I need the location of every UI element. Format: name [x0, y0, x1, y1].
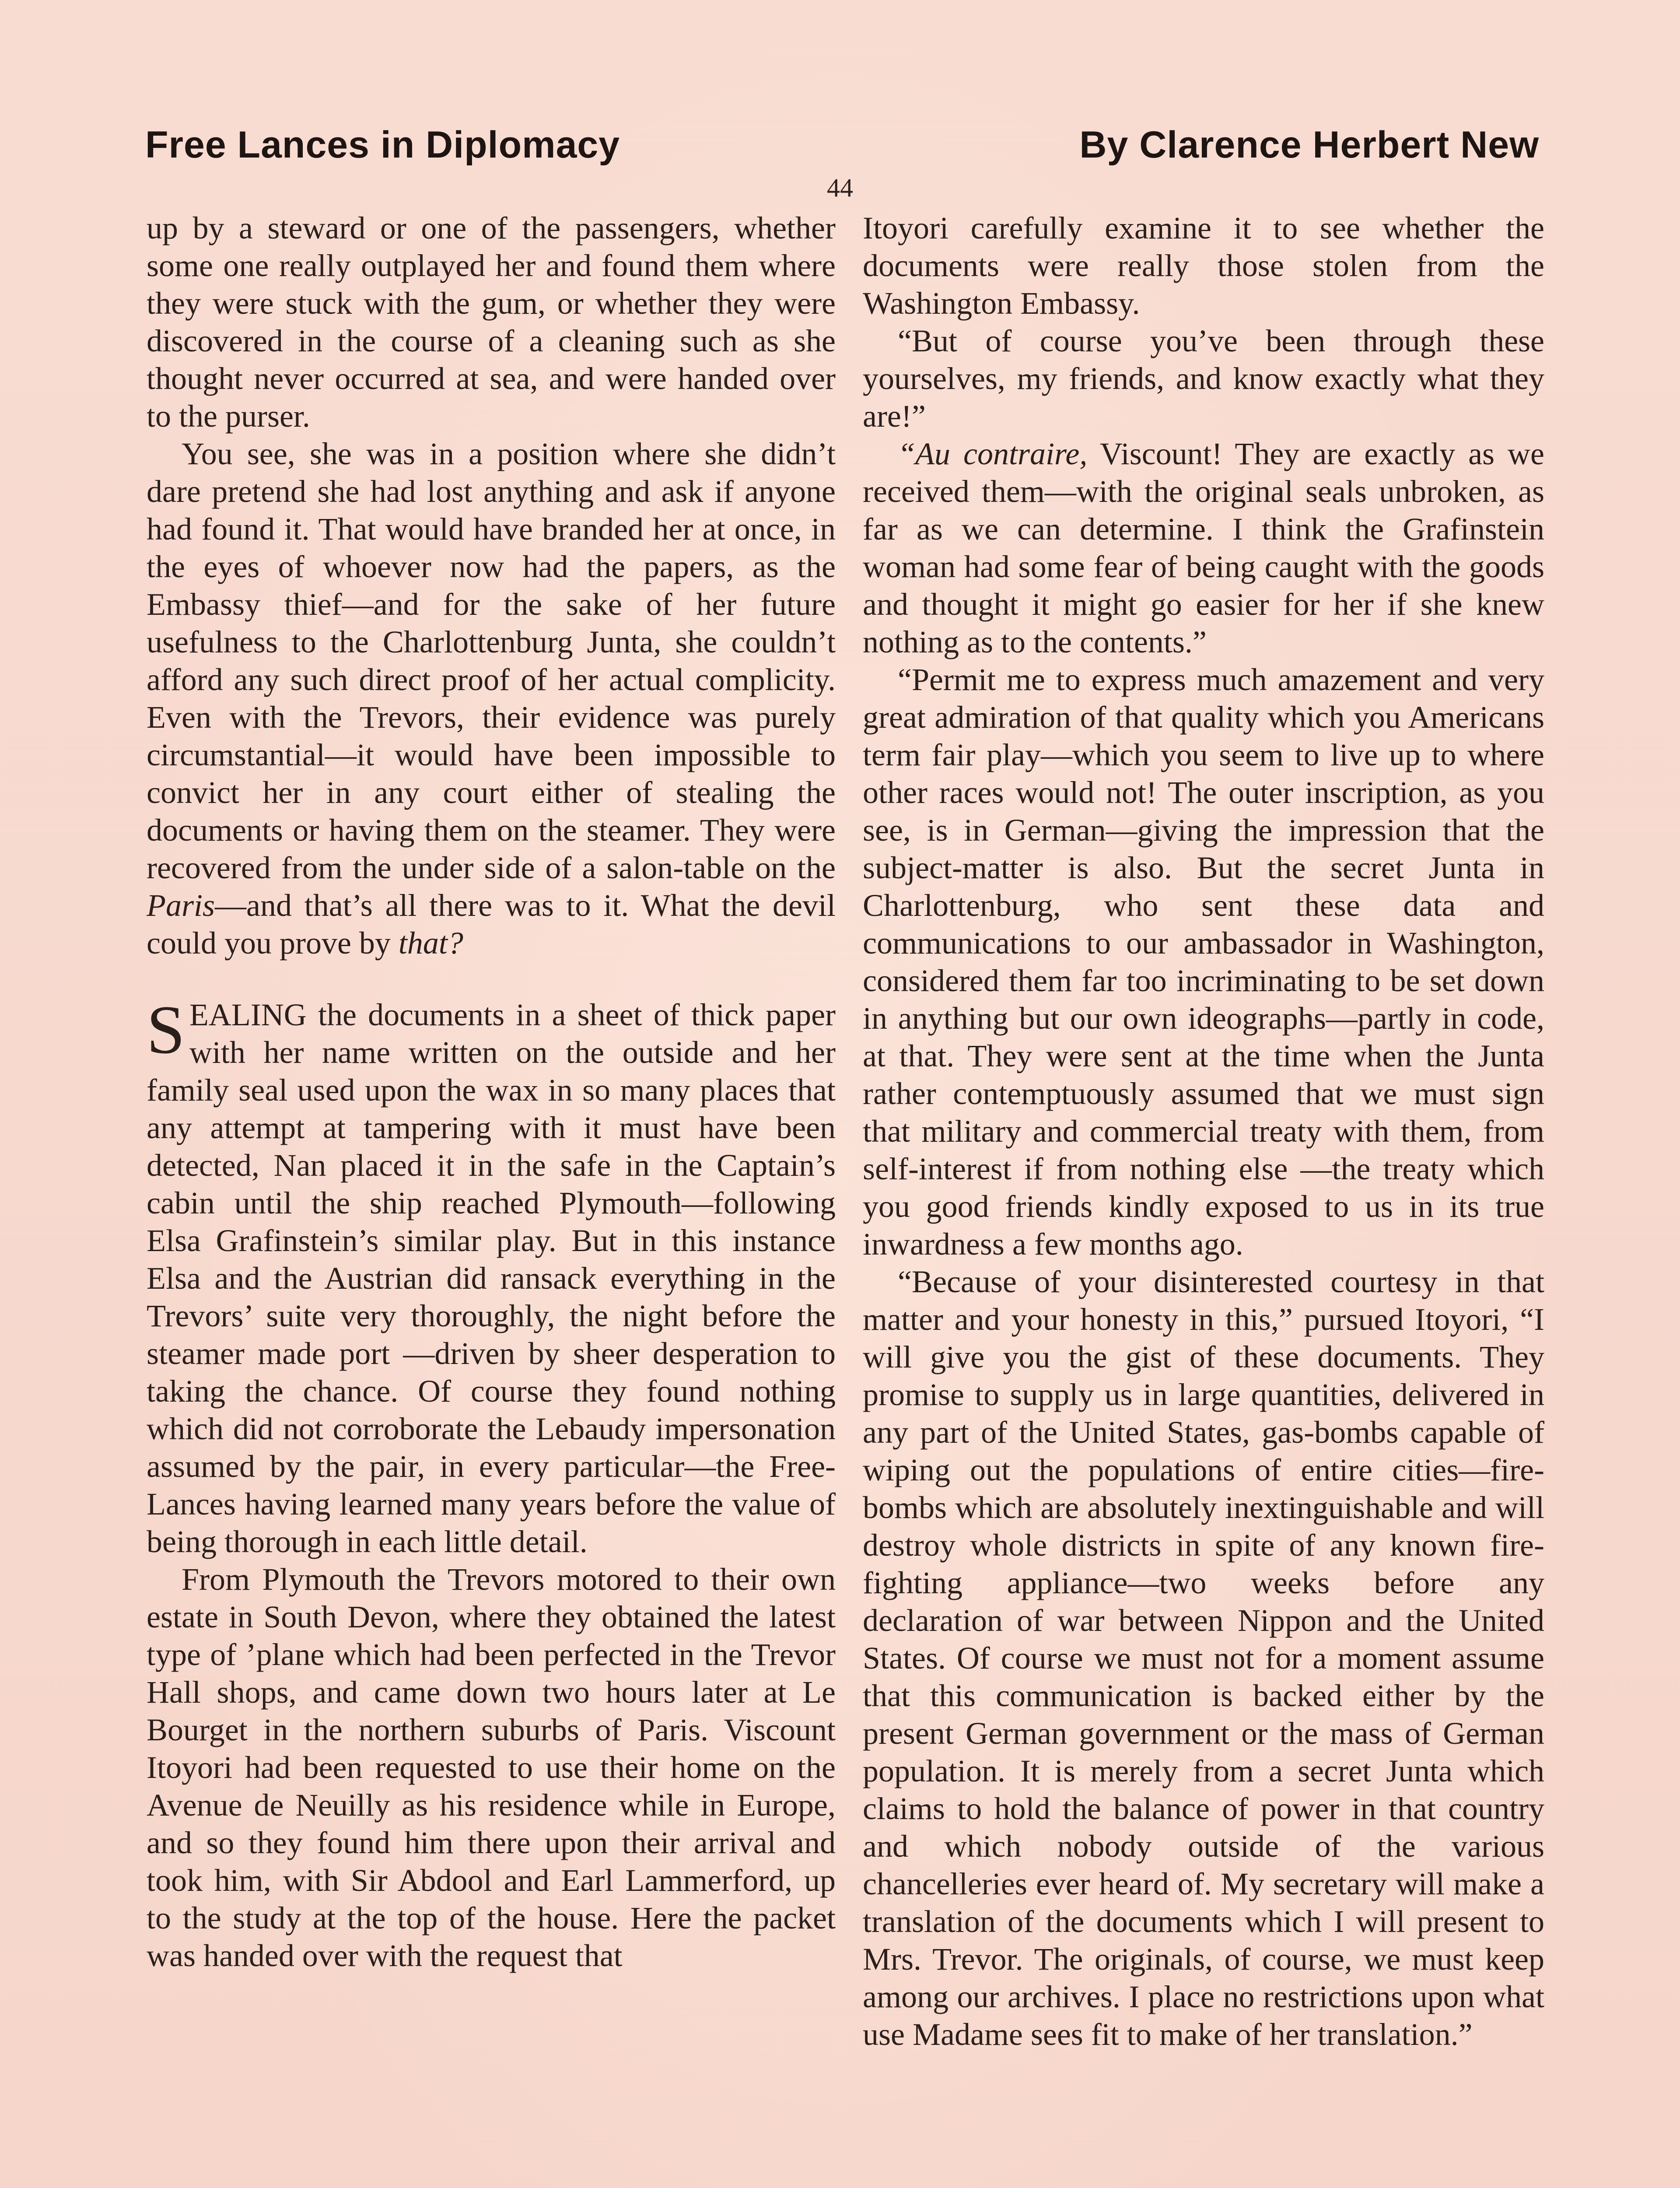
right-text-column [863, 209, 1544, 2053]
running-header [145, 123, 1539, 172]
drop-cap: S [147, 992, 185, 1068]
paragraph: up by a steward or one of the passengers, whether some one really outplayed her and found them where they were stuck with the gum, or whether they were discovered in the course of a cleaning such as she thought never occurred at sea, and were handed over to the purser. [147, 210, 836, 434]
italic-emphasis: that? [398, 926, 463, 961]
italic-ship-name: Paris [147, 888, 215, 923]
page-number: 44 [827, 173, 853, 202]
paragraph: “Permit me to express much amazement and very great admiration of that quality which you Americans term fair play—which you seem to live up to where other races would not! The outer inscription, as you see, is in German—giving the impression that the subject-matter is also. But the secret Junta in Charlottenburg, who sent these data and communications to our ambassador in Washington, considered them far too incriminating to be set down in anything but our own ideographs—partly in code, at that. They were sent at the time when the Junta rather contemptuously assumed that we must sign that military and commercial treaty with them, from self-interest if from nothing else —the treaty which you good friends kindly exposed to us in its true inwardness a few months ago. [863, 662, 1544, 1262]
italic-phrase: “Au contraire, [898, 436, 1088, 471]
section-paragraph: SEALING the documents in a sheet of thick paper with her name written on the outside and her family seal used upon the wax in so many places that any attempt at tampering with it must have been detected, Nan placed it in the safe in the Captain’s cabin until the ship reached Plymouth—following Elsa Grafinstein’s similar play. But in this instance Elsa and the Austrian did ransack everything in the Trevors’ suite very thoroughly, the night before the steamer made port —driven by sheer desperation to taking the chance. Of course they found nothing which did not corroborate the Lebaudy impersonation assumed by the pair, in every particular—the Free-Lances having learned many years before the value of being thorough in each little detail. [147, 992, 836, 1559]
paragraph: From Plymouth the Trevors motored to their own estate in South Devon, where they obtained the latest type of ’plane which had been perfected in the Trevor Hall shops, and came down two hours later at Le Bourget in the northern suburbs of Paris. Viscount Itoyori had been requested to use their home on the Avenue de Neuilly as his residence while in Europe, and so they found him there upon their arrival and took him, with Sir Abdool and Earl Lammerford, up to the study at the top of the house. Here the packet was handed over with the request that [147, 1562, 836, 1973]
author-byline: By Clarence Herbert New [1079, 124, 1539, 166]
left-text-column [147, 209, 836, 1974]
paragraph: Itoyori carefully examine it to see whether the documents were really those stolen from the Washington Embassy. [863, 210, 1544, 321]
paragraph: “Because of your disinterested courtesy in that matter and your honesty in this,” pursued Itoyori, “I will give you the gist of these documents. They promise to supply us in large quantities, delivered in any part of the United States, gas-bombs capable of wiping out the populations of entire cities—fire-bombs which are absolutely inextinguishable and will destroy whole districts in spite of any known fire-fighting appliance—two weeks before any declaration of war between Nippon and the United States. Of course we must not for a moment assume that this communication is backed either by the present German government or the mass of German population. It is merely from a secret Junta which claims to hold the balance of power in that country and which nobody outside of the various chancelleries ever heard of. My secretary will make a translation of the documents which I will present to Mrs. Trevor. The originals, of course, we must keep among our archives. I place no restrictions upon what use Madame sees fit to make of her translation.” [863, 1264, 1544, 2052]
paragraph: You see, she was in a position where she didn’t dare pretend she had lost anything and ask if anyone had found it. That would have branded her at once, in the eyes of whoever now had the papers, as the Embassy thief—and for the sake of her future usefulness to the Charlottenburg Junta, she couldn’t afford any such direct proof of her actual complicity. Even with the Trevors, their evidence was purely circumstantial—it would have been impossible to convict her in any court either of stealing the documents or having them on the steamer. They were recovered from the under side of a salon-table on the Paris—and that’s all there was to it. What the devil could you prove by that? [147, 436, 836, 961]
paragraph: “But of course you’ve been through these yourselves, my friends, and know exactly what they are!” [863, 323, 1544, 434]
story-title: Free Lances in Diplomacy [145, 124, 620, 166]
paragraph: “Au contraire, Viscount! They are exactly as we received them—with the original seals unbroken, as far as we can determine. I think the Grafinstein woman had some fear of being caught with the goods and thought it might go easier for her if she knew nothing as to the contents.” [863, 436, 1545, 659]
